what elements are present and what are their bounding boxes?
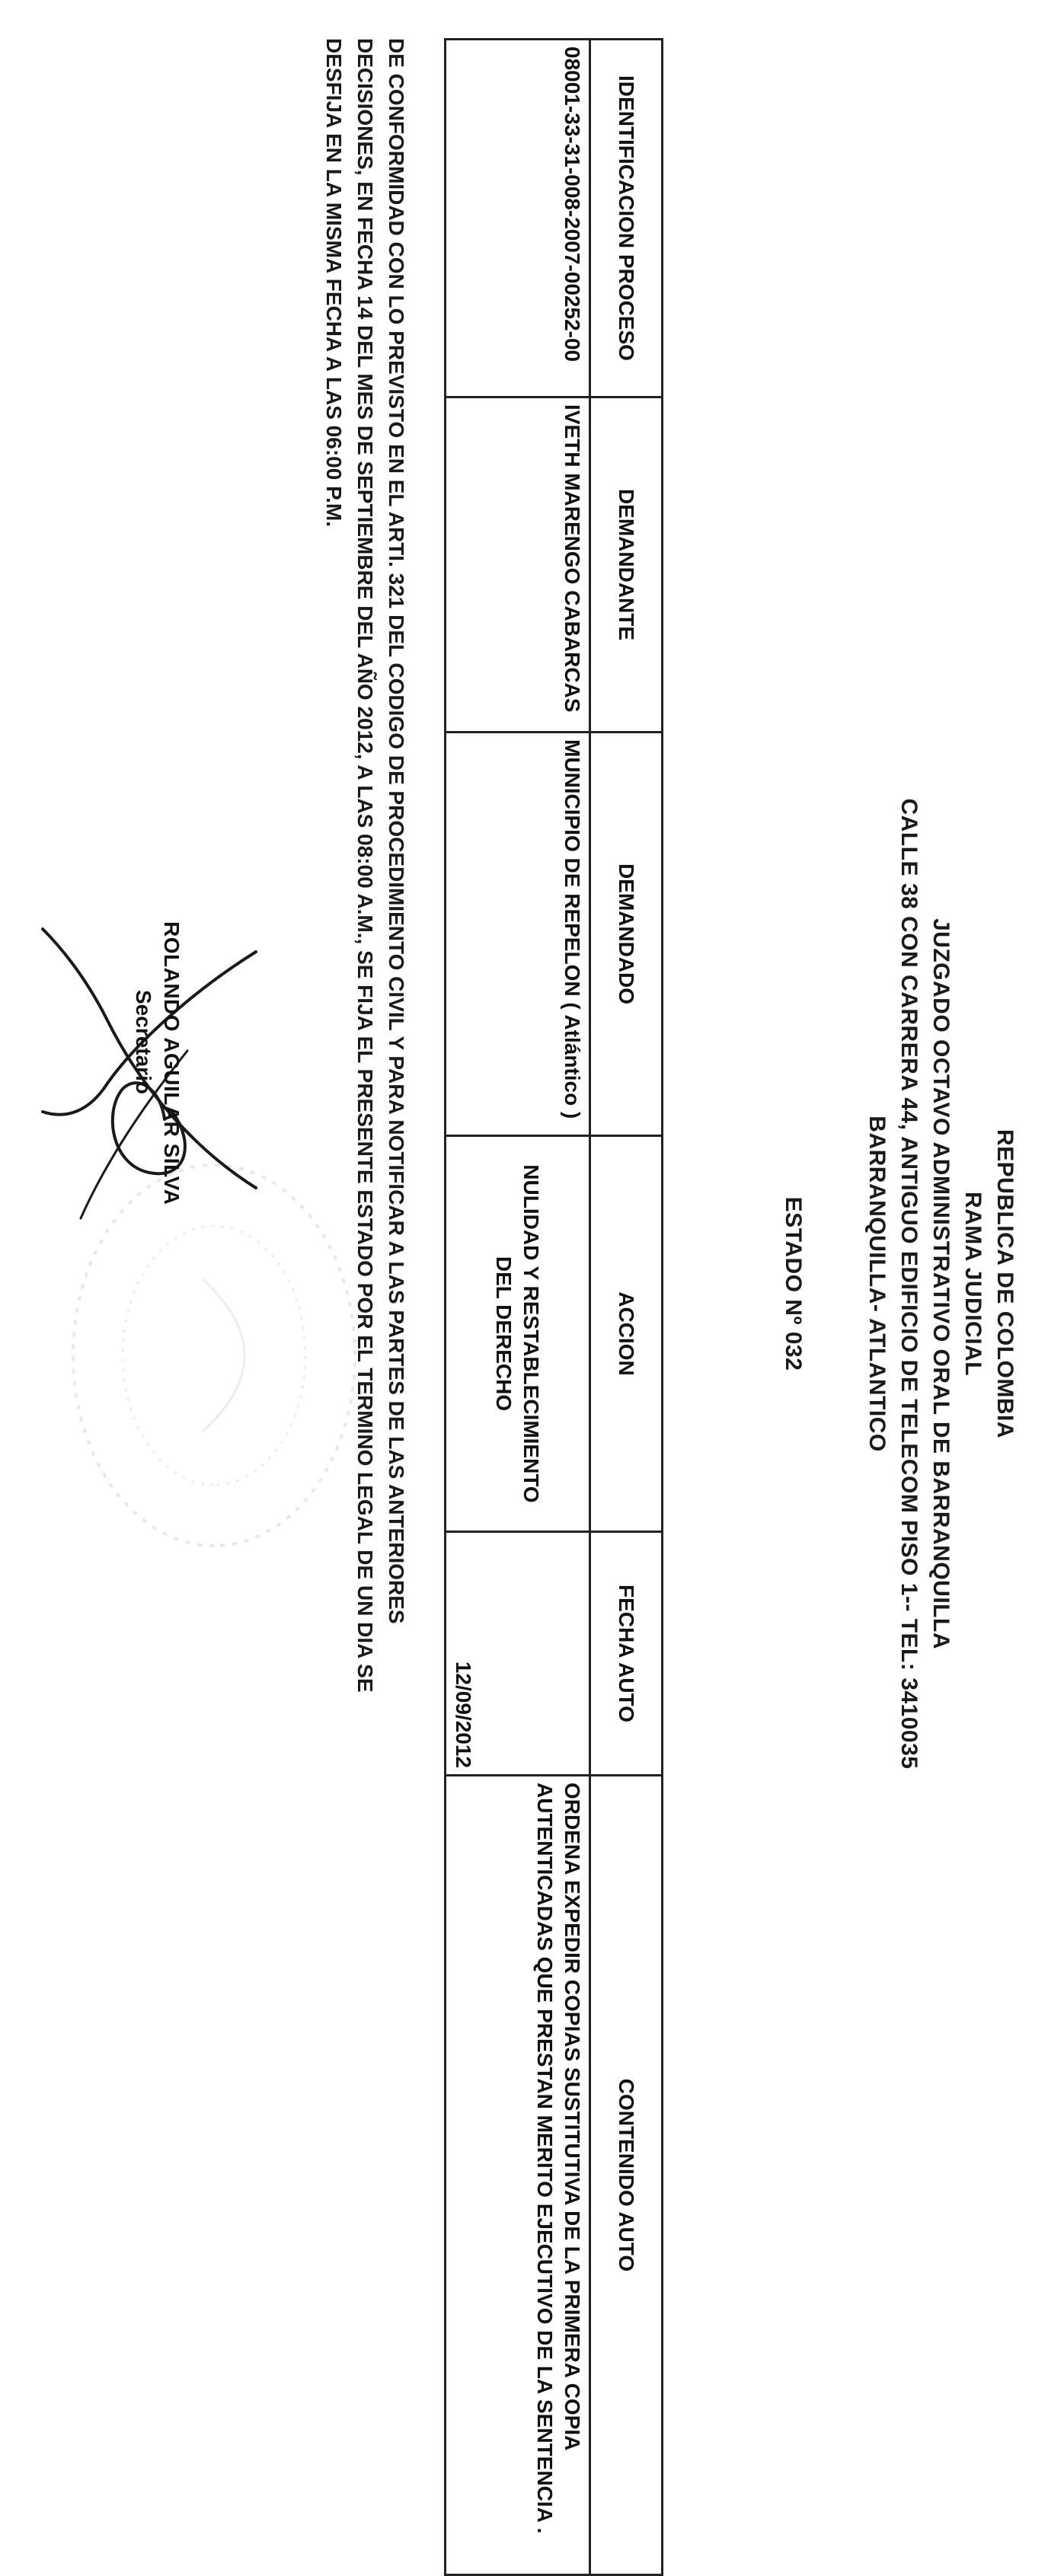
cell-fecha-auto: 12/09/2012 xyxy=(446,1532,590,1776)
cell-contenido-auto: ORDENA EXPEDIR COPIAS SUSTITUTIVA DE LA PRIMERA COPIA AUTENTICADAS QUE PRESTAN MERITO EJECUTIVO DE LA SENTENCIA . xyxy=(446,1776,590,2575)
column-header-demandante: DEMANDANTE xyxy=(590,397,663,733)
column-header-identificacion: IDENTIFICACION PROCESO xyxy=(590,40,663,397)
header-country: REPUBLICA DE COLOMBIA xyxy=(992,1128,1018,1439)
column-header-accion: ACCION xyxy=(590,1136,663,1532)
cell-demandante: IVETH MARENGO CABARCAS xyxy=(446,397,590,733)
column-header-fecha-auto: FECHA AUTO xyxy=(590,1532,663,1776)
column-header-contenido-auto: CONTENIDO AUTO xyxy=(590,1776,663,2575)
header-address: CALLE 38 CON CARRERA 44, ANTIGUO EDIFICIO DE TELECOM PISO 1-- TEL: 3410035 xyxy=(896,798,922,1770)
case-table xyxy=(444,38,663,2576)
notice-line: DE CONFORMIDAD CON LO PREVISTO EN EL ARTI. 321 DEL CODIGO DE PROCEDIMIENTO CIVIL Y PARA NOTIFICAR A LAS PARTES DE LAS ANTERIORES xyxy=(385,38,408,1624)
notice-line: DECISIONES, EN FECHA 14 DEL MES DE SEPTIEMBRE DEL AÑO 2012, A LAS 08:00 A.M., SE FIJA EL PRESENTE ESTADO POR EL TERMINO LEGAL DE UN DIA SE xyxy=(353,38,377,1693)
header-branch: RAMA JUDICIAL xyxy=(960,1191,986,1377)
header-city: BARRANQUILLA- ATLANTICO xyxy=(864,1116,890,1452)
cell-accion: NULIDAD Y RESTABLECIMIENTO DEL DERECHO xyxy=(446,1136,590,1532)
table-row xyxy=(446,40,590,2575)
cell-identificacion: 08001-33-31-008-2007-00252-00 xyxy=(446,40,590,397)
cell-demandado: MUNICIPIO DE REPELON ( Atlántico ) xyxy=(446,733,590,1136)
notice-line: DESFIJA EN LA MISMA FECHA A LAS 06:00 P.M. xyxy=(322,38,346,528)
header-court: JUZGADO OCTAVO ADMINISTRATIVO ORAL DE BARRANQUILLA xyxy=(928,918,954,1649)
signer-title: Secretario xyxy=(132,990,155,1094)
estado-title: ESTADO Nº 032 xyxy=(781,1196,806,1371)
signer-name: ROLANDO AGUILAR SILVA xyxy=(160,921,184,1205)
column-header-demandado: DEMANDADO xyxy=(590,733,663,1136)
table-header-row xyxy=(590,40,663,2575)
